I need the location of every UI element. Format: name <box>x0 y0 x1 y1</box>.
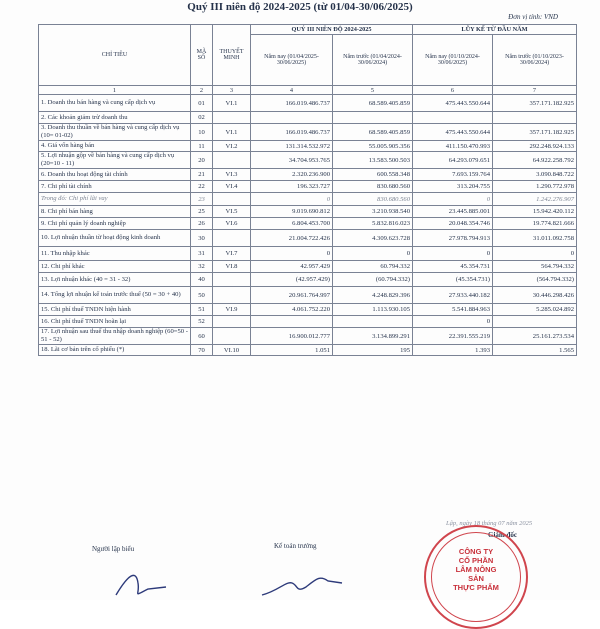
row-note: VI.9 <box>213 304 251 316</box>
row-label: 13. Lợi nhuận khác (40 = 31 - 32) <box>39 273 191 287</box>
table-row <box>39 95 577 112</box>
seal-line: CÔNG TY <box>458 547 494 556</box>
table-row <box>39 218 577 230</box>
row-note <box>213 112 251 124</box>
row-code: 52 <box>191 316 213 328</box>
row-label: 10. Lợi nhuận thuần từ hoạt động kinh doanh <box>39 230 191 247</box>
row-value-col7: 5.285.024.892 <box>493 304 577 316</box>
row-value-col6: 64.293.079.651 <box>413 152 493 169</box>
director-label: Giám đốc <box>488 531 517 539</box>
table-row <box>39 193 577 206</box>
row-note: VI.2 <box>213 141 251 152</box>
seal-line: THỰC PHẨM <box>453 583 499 592</box>
row-value-col6: 23.445.885.001 <box>413 206 493 218</box>
row-value-col5: 60.794.332 <box>333 261 413 273</box>
row-label: 7. Chi phí tài chính <box>39 181 191 193</box>
row-value-col5: 68.589.405.859 <box>333 95 413 112</box>
row-value-col7: 564.794.332 <box>493 261 577 273</box>
row-value-col6: 475.443.550.644 <box>413 124 493 141</box>
row-value-col4: 166.019.486.737 <box>251 95 333 112</box>
row-value-col5: 4.248.829.396 <box>333 287 413 304</box>
row-label: 4. Giá vốn hàng bán <box>39 141 191 152</box>
row-value-col4: 196.323.727 <box>251 181 333 193</box>
row-note <box>213 316 251 328</box>
row-note: VI.7 <box>213 247 251 261</box>
row-value-col5: 3.210.938.540 <box>333 206 413 218</box>
row-value-col5: 600.558.348 <box>333 169 413 181</box>
row-code: 32 <box>191 261 213 273</box>
table-row <box>39 169 577 181</box>
row-code: 20 <box>191 152 213 169</box>
row-code: 60 <box>191 328 213 345</box>
row-value-col7: 30.446.298.426 <box>493 287 577 304</box>
table-row <box>39 345 577 356</box>
row-label: 16. Chi phí thuế TNDN hoãn lại <box>39 316 191 328</box>
row-value-col6: 475.443.550.644 <box>413 95 493 112</box>
row-value-col4: 16.900.012.777 <box>251 328 333 345</box>
row-note <box>213 193 251 206</box>
preparer-signature <box>108 565 178 600</box>
row-value-col5 <box>333 112 413 124</box>
row-value-col7: 357.171.182.925 <box>493 95 577 112</box>
row-label: 14. Tổng lợi nhuận kế toán trước thuế (50 = 30 + 40) <box>39 287 191 304</box>
row-value-col4: 9.019.690.812 <box>251 206 333 218</box>
income-statement-table <box>38 24 577 356</box>
row-value-col6: 27.933.440.182 <box>413 287 493 304</box>
row-value-col6 <box>413 112 493 124</box>
table-row <box>39 273 577 287</box>
row-value-col6: 20.048.354.746 <box>413 218 493 230</box>
row-value-col6: 0 <box>413 247 493 261</box>
row-value-col7 <box>493 112 577 124</box>
row-value-col6: 45.354.731 <box>413 261 493 273</box>
row-note: VI.8 <box>213 261 251 273</box>
report-date: Lập, ngày 18 tháng 07 năm 2025 <box>446 520 533 527</box>
row-note: VI.3 <box>213 169 251 181</box>
column-number: 1 <box>39 86 191 95</box>
row-value-col6: 5.541.884.963 <box>413 304 493 316</box>
row-value-col6: 7.693.159.764 <box>413 169 493 181</box>
company-seal <box>424 525 528 629</box>
row-value-col4: 6.804.453.700 <box>251 218 333 230</box>
table-row <box>39 112 577 124</box>
row-value-col6: 22.391.555.219 <box>413 328 493 345</box>
row-value-col5: 0 <box>333 247 413 261</box>
row-value-col7: 1.565 <box>493 345 577 356</box>
table-row <box>39 181 577 193</box>
row-value-col4: (42.957.429) <box>251 273 333 287</box>
row-value-col4: 42.957.429 <box>251 261 333 273</box>
header-ma-so: MÃ SỐ <box>191 25 213 86</box>
row-note <box>213 328 251 345</box>
column-number: 7 <box>493 86 577 95</box>
table-row <box>39 304 577 316</box>
row-value-col6: 0 <box>413 193 493 206</box>
row-code: 25 <box>191 206 213 218</box>
row-label: 3. Doanh thu thuần về bán hàng và cung cấp dịch vụ (10= 01-02) <box>39 124 191 141</box>
column-number: 6 <box>413 86 493 95</box>
table-row <box>39 261 577 273</box>
row-value-col7: 3.090.848.722 <box>493 169 577 181</box>
seal-line: CỔ PHẦN <box>458 556 494 565</box>
row-note <box>213 152 251 169</box>
row-value-col4: 131.314.532.972 <box>251 141 333 152</box>
row-value-col5: 55.005.905.356 <box>333 141 413 152</box>
table-row <box>39 316 577 328</box>
row-value-col6: 27.978.794.913 <box>413 230 493 247</box>
row-value-col7: 15.942.420.112 <box>493 206 577 218</box>
row-label: 1. Doanh thu bán hàng và cung cấp dịch vụ <box>39 95 191 112</box>
row-value-col4: 1.051 <box>251 345 333 356</box>
row-code: 10 <box>191 124 213 141</box>
row-value-col4: 0 <box>251 247 333 261</box>
row-value-col6: 411.150.470.993 <box>413 141 493 152</box>
row-value-col7: 25.161.273.534 <box>493 328 577 345</box>
row-code: 21 <box>191 169 213 181</box>
table-row <box>39 287 577 304</box>
row-code: 11 <box>191 141 213 152</box>
column-number: 4 <box>251 86 333 95</box>
row-code: 30 <box>191 230 213 247</box>
row-code: 22 <box>191 181 213 193</box>
row-value-col5: (60.794.332) <box>333 273 413 287</box>
row-label: 9. Chi phí quản lý doanh nghiệp <box>39 218 191 230</box>
row-value-col7: 64.922.258.792 <box>493 152 577 169</box>
column-number: 3 <box>213 86 251 95</box>
row-value-col7: 19.774.821.666 <box>493 218 577 230</box>
chief-accountant-label: Kế toán trưởng <box>274 542 317 550</box>
row-code: 51 <box>191 304 213 316</box>
row-note: VI.10 <box>213 345 251 356</box>
row-value-col4: 2.320.236.900 <box>251 169 333 181</box>
table-row <box>39 230 577 247</box>
row-note <box>213 230 251 247</box>
row-code: 02 <box>191 112 213 124</box>
row-value-col5: 68.589.405.859 <box>333 124 413 141</box>
row-value-col7: 1.242.276.907 <box>493 193 577 206</box>
row-note: VI.6 <box>213 218 251 230</box>
row-value-col5 <box>333 316 413 328</box>
table-row <box>39 206 577 218</box>
row-note: VI.1 <box>213 95 251 112</box>
row-value-col4 <box>251 112 333 124</box>
row-value-col6: 1.393 <box>413 345 493 356</box>
table-row <box>39 328 577 345</box>
preparer-label: Người lập biểu <box>92 545 135 553</box>
row-value-col4 <box>251 316 333 328</box>
row-value-col6: (45.354.731) <box>413 273 493 287</box>
header-col4: Năm nay (01/04/2025-30/06/2025) <box>251 35 333 86</box>
table-row <box>39 152 577 169</box>
header-thuyet-minh: THUYẾT MINH <box>213 25 251 86</box>
chief-accountant-signature <box>256 563 346 600</box>
header-col5: Năm trước (01/04/2024-30/06/2024) <box>333 35 413 86</box>
row-value-col4: 0 <box>251 193 333 206</box>
currency-unit: Đơn vị tính: VND <box>508 13 558 21</box>
column-number-row <box>39 86 577 95</box>
row-label: 5. Lợi nhuận gộp về bán hàng và cung cấp dịch vụ (20=10 - 11) <box>39 152 191 169</box>
row-value-col5: 13.583.500.503 <box>333 152 413 169</box>
row-value-col6: 313.204.755 <box>413 181 493 193</box>
row-label: 12. Chi phí khác <box>39 261 191 273</box>
row-value-col7: (564.794.332) <box>493 273 577 287</box>
header-col7: Năm trước (01/10/2023-30/06/2024) <box>493 35 577 86</box>
row-code: 23 <box>191 193 213 206</box>
row-value-col5: 830.680.560 <box>333 193 413 206</box>
row-value-col5: 5.832.816.023 <box>333 218 413 230</box>
report-title: Quý III niên độ 2024-2025 (từ 01/04-30/06/2025) <box>187 1 413 13</box>
row-code: 31 <box>191 247 213 261</box>
row-label: 8. Chi phí bán hàng <box>39 206 191 218</box>
row-value-col5: 1.113.930.105 <box>333 304 413 316</box>
row-note: VI.5 <box>213 206 251 218</box>
row-code: 50 <box>191 287 213 304</box>
row-note <box>213 273 251 287</box>
row-value-col4: 166.019.486.737 <box>251 124 333 141</box>
row-note: VI.1 <box>213 124 251 141</box>
row-value-col4: 20.961.764.997 <box>251 287 333 304</box>
row-value-col5: 195 <box>333 345 413 356</box>
row-value-col6: 0 <box>413 316 493 328</box>
row-value-col4: 34.704.953.765 <box>251 152 333 169</box>
table-row <box>39 247 577 261</box>
row-note: VI.4 <box>213 181 251 193</box>
row-value-col4: 21.004.722.426 <box>251 230 333 247</box>
header-chi-tieu: CHỈ TIÊU <box>39 25 191 86</box>
row-value-col4: 4.061.752.220 <box>251 304 333 316</box>
row-value-col7: 31.011.092.758 <box>493 230 577 247</box>
header-ytd-group: LŨY KẾ TỪ ĐẦU NĂM <box>413 25 577 35</box>
row-value-col5: 4.309.623.728 <box>333 230 413 247</box>
row-value-col5: 830.680.560 <box>333 181 413 193</box>
row-code: 40 <box>191 273 213 287</box>
row-code: 26 <box>191 218 213 230</box>
table-row <box>39 141 577 152</box>
row-value-col7: 0 <box>493 247 577 261</box>
row-code: 01 <box>191 95 213 112</box>
row-label: 15. Chi phí thuế TNDN hiện hành <box>39 304 191 316</box>
row-label: 18. Lãi cơ bản trên cổ phiếu (*) <box>39 345 191 356</box>
row-value-col7: 357.171.182.925 <box>493 124 577 141</box>
column-number: 5 <box>333 86 413 95</box>
row-note <box>213 287 251 304</box>
row-code: 70 <box>191 345 213 356</box>
row-label: 11. Thu nhập khác <box>39 247 191 261</box>
row-value-col7: 292.248.924.133 <box>493 141 577 152</box>
row-value-col7: 1.290.772.978 <box>493 181 577 193</box>
row-value-col5: 3.134.899.291 <box>333 328 413 345</box>
row-label: 2. Các khoản giảm trừ doanh thu <box>39 112 191 124</box>
table-row <box>39 124 577 141</box>
seal-line: LÂM NÔNG SẢN <box>455 565 497 583</box>
row-label: 6. Doanh thu hoạt động tài chính <box>39 169 191 181</box>
column-number: 2 <box>191 86 213 95</box>
header-quarter-group: QUÝ III NIÊN ĐỘ 2024-2025 <box>251 25 413 35</box>
row-value-col7 <box>493 316 577 328</box>
row-label: 17. Lợi nhuận sau thuế thu nhập doanh nghiệp (60=50 - 51 - 52) <box>39 328 191 345</box>
header-col6: Năm nay (01/10/2024-30/06/2025) <box>413 35 493 86</box>
row-label: Trong đó: Chi phí lãi vay <box>39 193 191 206</box>
